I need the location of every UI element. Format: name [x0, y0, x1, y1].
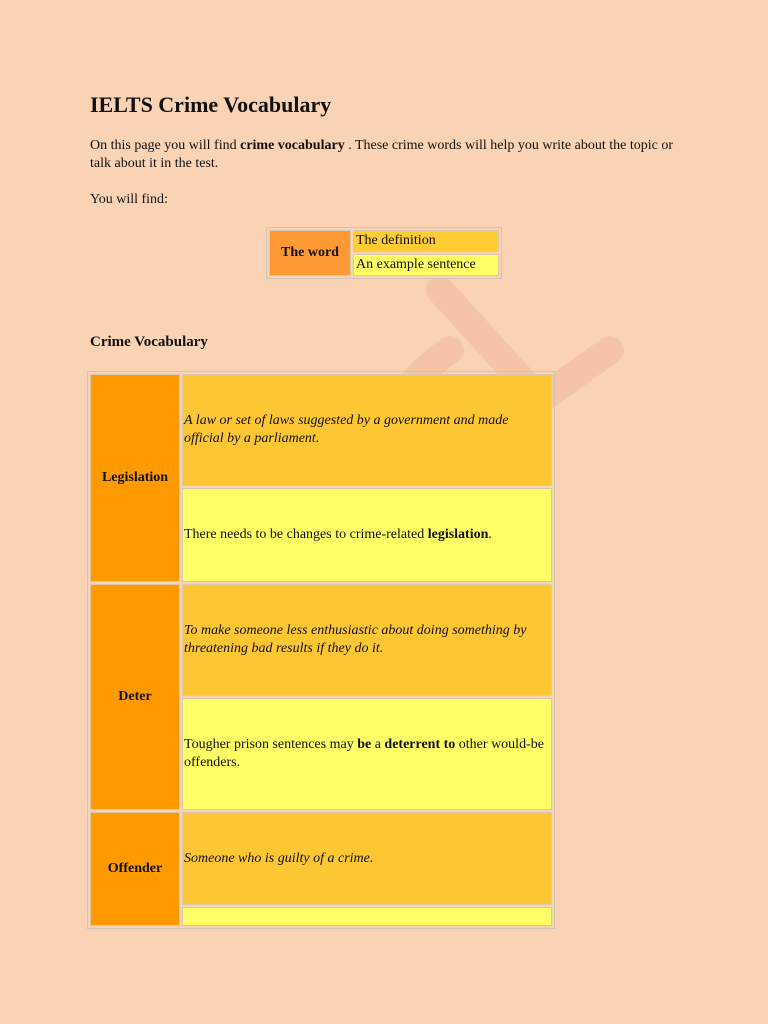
example-bold-term: legislation [427, 527, 489, 543]
example-text: a [371, 737, 385, 752]
entry-definition: To make someone less enthusiastic about doing something by threatening bad results if they do it. [182, 584, 552, 696]
entry-word: Legislation [90, 374, 180, 582]
example-text: . [488, 527, 492, 543]
example-bold-term: deterrent to [384, 737, 456, 752]
intro-text-start: On this page you will find [90, 138, 241, 153]
you-will-find-text: You will find: [90, 192, 168, 207]
legend-definition-cell: The definition [353, 230, 499, 252]
section-heading: Crime Vocabulary [90, 334, 208, 350]
entry-example [182, 698, 552, 810]
entry-definition: Someone who is guilty of a crime. [182, 812, 552, 905]
example-text: other would-be offenders. [184, 737, 544, 770]
example-bold-term: be [357, 737, 372, 752]
entry-example [182, 488, 552, 582]
entry-word: Offender [90, 812, 180, 926]
legend-example-cell: An example sentence [353, 254, 499, 276]
example-text: There needs to be changes to crime-related [184, 527, 428, 543]
legend-table [266, 227, 502, 279]
example-text: Tougher prison sentences may [184, 737, 358, 752]
legend-word-cell: The word [269, 230, 351, 276]
page-title: IELTS Crime Vocabulary [90, 92, 332, 117]
entry-word: Deter [90, 584, 180, 810]
vocabulary-table [87, 371, 555, 929]
intro-text-end: . These crime words will help you write about the topic or talk about it in the test. [90, 138, 673, 171]
intro-bold-term: crime vocabulary [240, 138, 345, 153]
entry-example [182, 907, 552, 926]
entry-definition: A law or set of laws suggested by a government and made official by a parliament. [182, 374, 552, 486]
intro-paragraph [90, 137, 690, 173]
